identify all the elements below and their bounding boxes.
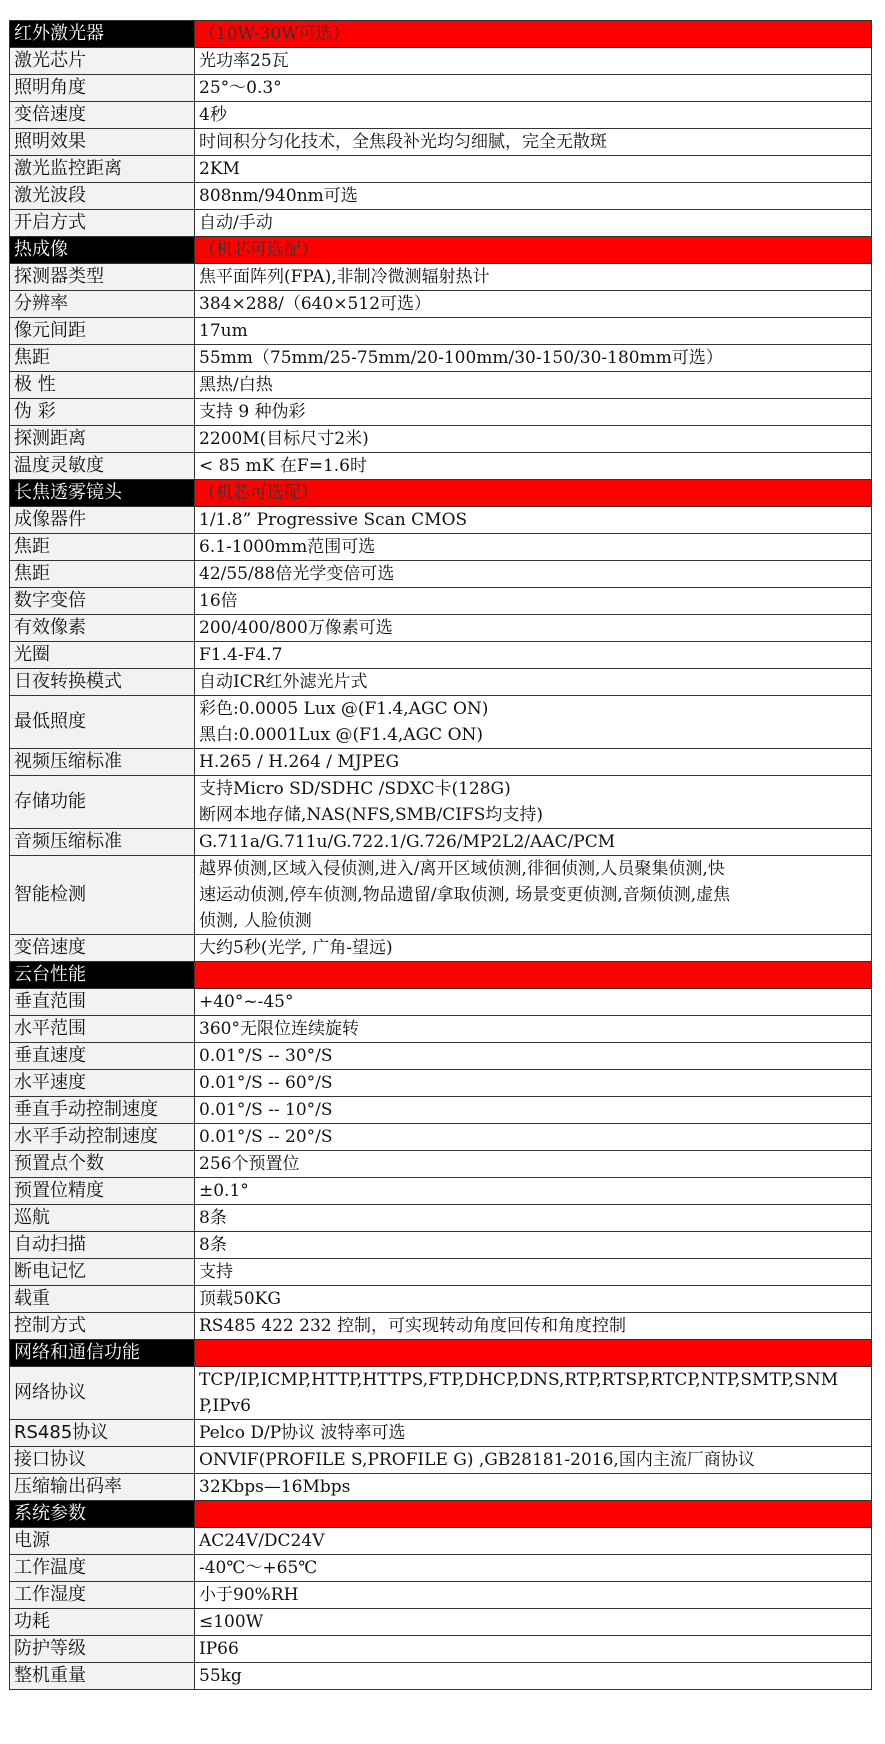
spec-row: [10, 1663, 872, 1690]
spec-key: 工作湿度: [10, 1582, 195, 1609]
spec-row: [10, 1016, 872, 1043]
spec-value: G.711a/G.711u/G.722.1/G.726/MP2L2/AAC/PCM: [195, 829, 872, 856]
spec-row: [10, 102, 872, 129]
spec-key: 激光监控距离: [10, 156, 195, 183]
spec-row: [10, 210, 872, 237]
spec-row: [10, 1259, 872, 1286]
spec-key: 载重: [10, 1286, 195, 1313]
spec-value: 8条: [195, 1232, 872, 1259]
spec-value: 支持 9 种伪彩: [195, 399, 872, 426]
section-note: [195, 1340, 872, 1367]
spec-key: 工作温度: [10, 1555, 195, 1582]
spec-row: [10, 642, 872, 669]
spec-value: RS485 422 232 控制，可实现转动角度回传和角度控制: [195, 1313, 872, 1340]
spec-row: [10, 1178, 872, 1205]
section-header-row: [10, 480, 872, 507]
spec-value: 0.01°/S -- 60°/S: [195, 1070, 872, 1097]
spec-row: [10, 1043, 872, 1070]
spec-value-line: TCP/IP,ICMP,HTTP,HTTPS,FTP,DHCP,DNS,RTP,RTSP,RTCP,NTP,SMTP,SNM: [199, 1370, 839, 1390]
section-note: （机芯可选配）: [195, 237, 872, 264]
spec-key: 垂直速度: [10, 1043, 195, 1070]
spec-row: [10, 453, 872, 480]
spec-key: 分辨率: [10, 291, 195, 318]
spec-value: 黑热/白热: [195, 372, 872, 399]
spec-value: 25°～0.3°: [195, 75, 872, 102]
spec-key: 像元间距: [10, 318, 195, 345]
spec-key: 垂直范围: [10, 989, 195, 1016]
spec-row: [10, 1609, 872, 1636]
spec-row: [10, 345, 872, 372]
spec-key: 照明效果: [10, 129, 195, 156]
spec-row: [10, 1420, 872, 1447]
section-header-row: [10, 1340, 872, 1367]
spec-key: 水平手动控制速度: [10, 1124, 195, 1151]
spec-value: 256个预置位: [195, 1151, 872, 1178]
spec-key: 成像器件: [10, 507, 195, 534]
spec-row: [10, 1636, 872, 1663]
spec-value: 大约5秒(光学, 广角-望远): [195, 935, 872, 962]
spec-row: [10, 989, 872, 1016]
section-title: 云台性能: [10, 962, 195, 989]
spec-value: F1.4-F4.7: [195, 642, 872, 669]
spec-key: 探测距离: [10, 426, 195, 453]
spec-value-line: P,IPv6: [199, 1396, 251, 1416]
spec-row: [10, 372, 872, 399]
section-title: 长焦透雾镜头: [10, 480, 195, 507]
spec-key: 开启方式: [10, 210, 195, 237]
spec-value-line: 侦测, 人脸侦测: [199, 911, 312, 931]
spec-value: [195, 776, 872, 829]
spec-key: 焦距: [10, 534, 195, 561]
spec-key: 水平范围: [10, 1016, 195, 1043]
spec-value: 16倍: [195, 588, 872, 615]
spec-value: 0.01°/S -- 20°/S: [195, 1124, 872, 1151]
spec-key: 预置位精度: [10, 1178, 195, 1205]
spec-key: RS485协议: [10, 1420, 195, 1447]
spec-value: ±0.1°: [195, 1178, 872, 1205]
spec-key: 预置点个数: [10, 1151, 195, 1178]
spec-value: 0.01°/S -- 30°/S: [195, 1043, 872, 1070]
spec-row: [10, 48, 872, 75]
spec-row: [10, 75, 872, 102]
spec-key: 水平速度: [10, 1070, 195, 1097]
spec-key: 存储功能: [10, 776, 195, 829]
spec-value-line: 越界侦测,区域入侵侦测,进入/离开区域侦测,徘徊侦测,人员聚集侦测,快: [199, 859, 725, 879]
spec-row: [10, 318, 872, 345]
section-title: 网络和通信功能: [10, 1340, 195, 1367]
spec-row: [10, 696, 872, 749]
spec-value: 32Kbps—16Mbps: [195, 1474, 872, 1501]
spec-row: [10, 1151, 872, 1178]
spec-row: [10, 615, 872, 642]
spec-value: 55mm（75mm/25-75mm/20-100mm/30-150/30-180mm可选）: [195, 345, 872, 372]
spec-row: [10, 264, 872, 291]
spec-row: [10, 1124, 872, 1151]
spec-row: [10, 1528, 872, 1555]
spec-value-line: 黑白:0.0001Lux @(F1.4,AGC ON): [199, 725, 484, 745]
spec-value: 自动ICR红外滤光片式: [195, 669, 872, 696]
spec-value: 小于90%RH: [195, 1582, 872, 1609]
spec-row: [10, 669, 872, 696]
spec-value: 2200M(目标尺寸2米): [195, 426, 872, 453]
spec-row: [10, 935, 872, 962]
spec-value: H.265 / H.264 / MJPEG: [195, 749, 872, 776]
spec-key: 日夜转换模式: [10, 669, 195, 696]
spec-key: 功耗: [10, 1609, 195, 1636]
spec-value: 384×288/（640×512可选）: [195, 291, 872, 318]
spec-row: [10, 776, 872, 829]
spec-row: [10, 1232, 872, 1259]
spec-row: [10, 1447, 872, 1474]
spec-value: 360°无限位连续旋转: [195, 1016, 872, 1043]
section-note: [195, 962, 872, 989]
section-note: （10W-30W可选）: [195, 21, 872, 48]
spec-key: 探测器类型: [10, 264, 195, 291]
spec-value: < 85 mK 在F=1.6时: [195, 453, 872, 480]
spec-row: [10, 856, 872, 935]
section-header-row: [10, 1501, 872, 1528]
spec-value-line: 支持Micro SD/SDHC /SDXC卡(128G): [199, 779, 511, 799]
spec-value: 55kg: [195, 1663, 872, 1690]
spec-row: [10, 1582, 872, 1609]
spec-row: [10, 1367, 872, 1420]
spec-value: +40°~-45°: [195, 989, 872, 1016]
section-header-row: [10, 962, 872, 989]
spec-value-line: 彩色:0.0005 Lux @(F1.4,AGC ON): [199, 699, 489, 719]
spec-row: [10, 183, 872, 210]
spec-value: 6.1-1000mm范围可选: [195, 534, 872, 561]
spec-key: 巡航: [10, 1205, 195, 1232]
spec-key: 防护等级: [10, 1636, 195, 1663]
spec-key: 电源: [10, 1528, 195, 1555]
spec-row: [10, 399, 872, 426]
section-title: 红外激光器: [10, 21, 195, 48]
spec-row: [10, 1474, 872, 1501]
spec-row: [10, 534, 872, 561]
spec-table: [9, 20, 872, 1690]
section-header-row: [10, 237, 872, 264]
section-title: 热成像: [10, 237, 195, 264]
spec-row: [10, 588, 872, 615]
spec-key: 数字变倍: [10, 588, 195, 615]
spec-key: 压缩输出码率: [10, 1474, 195, 1501]
spec-key: 网络协议: [10, 1367, 195, 1420]
spec-row: [10, 1555, 872, 1582]
spec-row: [10, 426, 872, 453]
spec-value: ONVIF(PROFILE S,PROFILE G) ,GB28181-2016,国内主流厂商协议: [195, 1447, 872, 1474]
section-title: 系统参数: [10, 1501, 195, 1528]
spec-value: 自动/手动: [195, 210, 872, 237]
spec-key: 视频压缩标准: [10, 749, 195, 776]
spec-row: [10, 1205, 872, 1232]
spec-key: 智能检测: [10, 856, 195, 935]
spec-key: 激光波段: [10, 183, 195, 210]
spec-row: [10, 1097, 872, 1124]
section-header-row: [10, 21, 872, 48]
spec-value: 808nm/940nm可选: [195, 183, 872, 210]
spec-value: 光功率25瓦: [195, 48, 872, 75]
spec-key: 激光芯片: [10, 48, 195, 75]
spec-value: 焦平面阵列(FPA),非制冷微测辐射热计: [195, 264, 872, 291]
spec-sheet: [9, 20, 871, 1690]
spec-value: 8条: [195, 1205, 872, 1232]
spec-key: 照明角度: [10, 75, 195, 102]
spec-value-line: 速运动侦测,停车侦测,物品遗留/拿取侦测, 场景变更侦测,音频侦测,虚焦: [199, 885, 731, 905]
spec-row: [10, 829, 872, 856]
spec-value: [195, 696, 872, 749]
spec-value: 2KM: [195, 156, 872, 183]
spec-value: 时间积分匀化技术，全焦段补光均匀细腻，完全无散斑: [195, 129, 872, 156]
spec-key: 变倍速度: [10, 102, 195, 129]
spec-key: 最低照度: [10, 696, 195, 749]
spec-key: 光圈: [10, 642, 195, 669]
spec-value-line: 断网本地存储,NAS(NFS,SMB/CIFS均支持): [199, 805, 544, 825]
spec-value: 17um: [195, 318, 872, 345]
spec-value: Pelco D/P协议 波特率可选: [195, 1420, 872, 1447]
spec-row: [10, 156, 872, 183]
spec-key: 接口协议: [10, 1447, 195, 1474]
spec-value: 支持: [195, 1259, 872, 1286]
spec-key: 音频压缩标准: [10, 829, 195, 856]
spec-value: 42/55/88倍光学变倍可选: [195, 561, 872, 588]
spec-value: 0.01°/S -- 10°/S: [195, 1097, 872, 1124]
spec-key: 整机重量: [10, 1663, 195, 1690]
section-note: （机芯可选配）: [195, 480, 872, 507]
spec-value: 顶载50KG: [195, 1286, 872, 1313]
spec-value: 4秒: [195, 102, 872, 129]
spec-row: [10, 129, 872, 156]
spec-value: [195, 856, 872, 935]
spec-row: [10, 291, 872, 318]
spec-value: [195, 1367, 872, 1420]
spec-key: 有效像素: [10, 615, 195, 642]
spec-row: [10, 1313, 872, 1340]
spec-key: 伪 彩: [10, 399, 195, 426]
spec-key: 温度灵敏度: [10, 453, 195, 480]
spec-table-body: [10, 21, 872, 1690]
section-note: [195, 1501, 872, 1528]
spec-row: [10, 1286, 872, 1313]
spec-key: 断电记忆: [10, 1259, 195, 1286]
spec-row: [10, 1070, 872, 1097]
spec-value: IP66: [195, 1636, 872, 1663]
spec-value: 1/1.8” Progressive Scan CMOS: [195, 507, 872, 534]
spec-key: 垂直手动控制速度: [10, 1097, 195, 1124]
spec-key: 变倍速度: [10, 935, 195, 962]
spec-row: [10, 749, 872, 776]
spec-row: [10, 561, 872, 588]
spec-value: AC24V/DC24V: [195, 1528, 872, 1555]
spec-key: 自动扫描: [10, 1232, 195, 1259]
spec-key: 焦距: [10, 561, 195, 588]
spec-value: 200/400/800万像素可选: [195, 615, 872, 642]
spec-key: 焦距: [10, 345, 195, 372]
spec-value: -40℃～+65℃: [195, 1555, 872, 1582]
spec-key: 控制方式: [10, 1313, 195, 1340]
spec-row: [10, 507, 872, 534]
spec-value: ≤100W: [195, 1609, 872, 1636]
spec-key: 极 性: [10, 372, 195, 399]
